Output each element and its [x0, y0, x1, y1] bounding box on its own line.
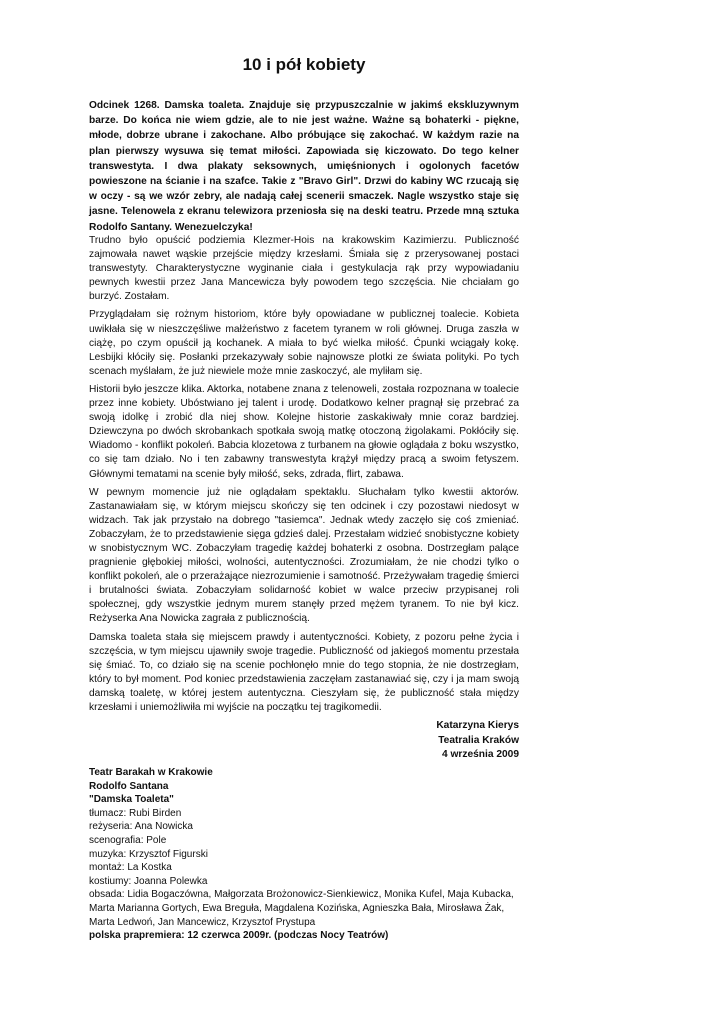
body-paragraph: Trudno było opuścić podziemia Klezmer-Hois na krakowskim Kazimierzu. Publiczność zajmowała nawet wąskie przejście między krzesłami. Śmiała się z przerysowanej postaci transwestyty. Charakterystyczne wyginanie ciała i gestykulacja rąk przy wypowiadaniu pewnych kwestii przez Jana Mancewicza były powodem tego szczęścia. Nie chciałam go burzyć. Zostałam.	[89, 235, 519, 303]
body-paragraph: Damska toaleta stała się miejscem prawdy i autentyczności. Kobiety, z pozoru pełne życia i szczęścia, w tym miejscu ujawniły swoje tragedie. Publiczność od jakiegoś momentu przestała się śmiać. To, co działo się na scenie pochłonęło mnie do tego stopnia, że nie dostrzegłam, który to był moment. Pod koniec przedstawienia zaczęłam zastanawiać się, czy i ja mam swoją damską toaletę, w której jestem autentyczna. Cieszyłam się, że publiczność stała między krzesłami i uniemożliwiła mi wyjście na początku tej tragikomedii.	[89, 631, 519, 713]
author-name: Katarzyna Kierys	[436, 720, 519, 732]
credit-director: reżyseria: Ana Nowicka	[89, 821, 193, 833]
article-body	[89, 234, 519, 763]
production-credits	[89, 766, 519, 943]
credit-set-design: scenografia: Pole	[89, 834, 167, 846]
credit-playwright: Rodolfo Santana	[89, 780, 169, 792]
body-paragraph: W pewnym momencie już nie oglądałam spektaklu. Słuchałam tylko kwestii aktorów. Zastanawiałam się, w którym miejscu skończy się ten odcinek i czy pozostawi niedosyt w widzach. Tak jak przystało na dobrego "tasiemca". Jednak wtedy zaczęło się coś zmieniać. Zobaczyłam, że to przedstawienie sięga gdzieś dalej. Przestałam widzieć snobistyczne kobiety w snobistycznym WC. Zobaczyłam tragedię każdej bohaterki z osobna. Dostrzegłam palące pragnienie głębokiej miłości, wolności, autentyczności. Zrozumiałam, że nie chodzi tylko o konflikt pokoleń, ale o przerażające niezrozumienie i samotność. Przeżywałam tragedię śmierci i brutalności świata. Zobaczyłam solidarność kobiet w walce przeciw przypisanej roli społecznej, gdy wszystkie jednym murem stanęły przed mężem tyranem. To nie był kicz. Reżyserka Ana Nowicka zagrała z publicznością.	[89, 486, 519, 625]
publication-date: 4 września 2009	[441, 749, 519, 761]
credit-music: muzyka: Krzysztof Figurski	[89, 848, 208, 860]
page-title: 10 i pół kobiety	[242, 55, 366, 74]
lead-paragraph: Odcinek 1268. Damska toaleta. Znajduje się przypuszczalnie w jakimś ekskluzywnym barze. Do końca nie wiem gdzie, ale to nie jest ważne. Ważne są bohaterki - piękne, młode, dobrze ubrane i zakochane. Albo próbujące się zakochać. W każdym razie na plan pierwszy wysuwa się temat miłości. Zapowiada się kiczowato. Do tego kelner transwestyta. I dwa plakaty seksownych, umięśnionych i ogolonych facetów powieszone na ścianie i na szafce. Takie z "Bravo Girl". Drzwi do kabiny WC rzucają się w oczy - są we wzór zebry, ale nadają całej scenerii smaczek. Nagle wszystko staje się jasne. Telenowela z ekranu telewizora przeniosła się na deski teatru. Przede mną sztuka Rodolfo Santany. Wenezuelczyka!	[89, 100, 519, 233]
credit-editing: montaż: La Kostka	[89, 862, 172, 874]
credit-cast: obsada: Lidia Bogaczówna, Małgorzata Brożonowicz-Sienkiewicz, Monika Kufel, Maja Kubacka, Marta Marianna Gortych, Ewa Breguła, Magdalena Kozińska, Agnieszka Bała, Mirosława Żak, Marta Ledwoń, Jan Mancewicz, Krzysztof Prystupa	[89, 889, 514, 928]
credit-theatre: Teatr Barakah w Krakowie	[89, 767, 213, 778]
credit-premiere: polska prapremiera: 12 czerwca 2009r. (podczas Nocy Teatrów)	[89, 930, 389, 942]
credit-translator: tłumacz: Rubi Birden	[89, 807, 182, 819]
body-paragraph: Przyglądałam się rożnym historiom, które były opowiadane w publicznej toalecie. Kobieta uwikłała się w nieszczęśliwe małżeństwo z facetem tyranem w roli głównej. Druga zaszła w ciążę, po czym opuścił ją kochanek. A miała to być wielka miłość. Ćpunki wciągały kokę. Lesbijki kłóciły się. Posłanki przekazywały sobie najnowsze plotki ze świata polityki. Po tych scenach myślałam, że już niewiele może mnie zaskoczyć, ale myliłam się.	[89, 309, 519, 377]
signature-block	[89, 719, 519, 763]
body-paragraph: Historii było jeszcze klika. Aktorka, notabene znana z telenoweli, została rozpoznana w toalecie przez inne kobiety. Ubóstwiano jej talent i urodę. Dodatkowo kelner pragnął się przebrać za swoją idolkę i zrobić dla niej show. Kolejne historie zaskakiwały mnie coraz bardziej. Dziewczyna po dwóch skrobankach spotkała swoją matkę otoczoną żigolakami. Pokłóciły się. Wiadomo - konflikt pokoleń. Babcia klozetowa z turbanem na głowie oglądała z boku wszystko, co się tam działo. No i ten zabawny transwestyta krążył między pracą a swoim fetyszem. Głównymi tematami na scenie były miłość, seks, zdrada, flirt, zabawa.	[89, 383, 519, 480]
outlet-name: Teatralia Kraków	[438, 734, 519, 746]
credit-play-title: "Damska Toaleta"	[89, 794, 174, 806]
credit-costumes: kostiumy: Joanna Polewka	[89, 875, 208, 887]
